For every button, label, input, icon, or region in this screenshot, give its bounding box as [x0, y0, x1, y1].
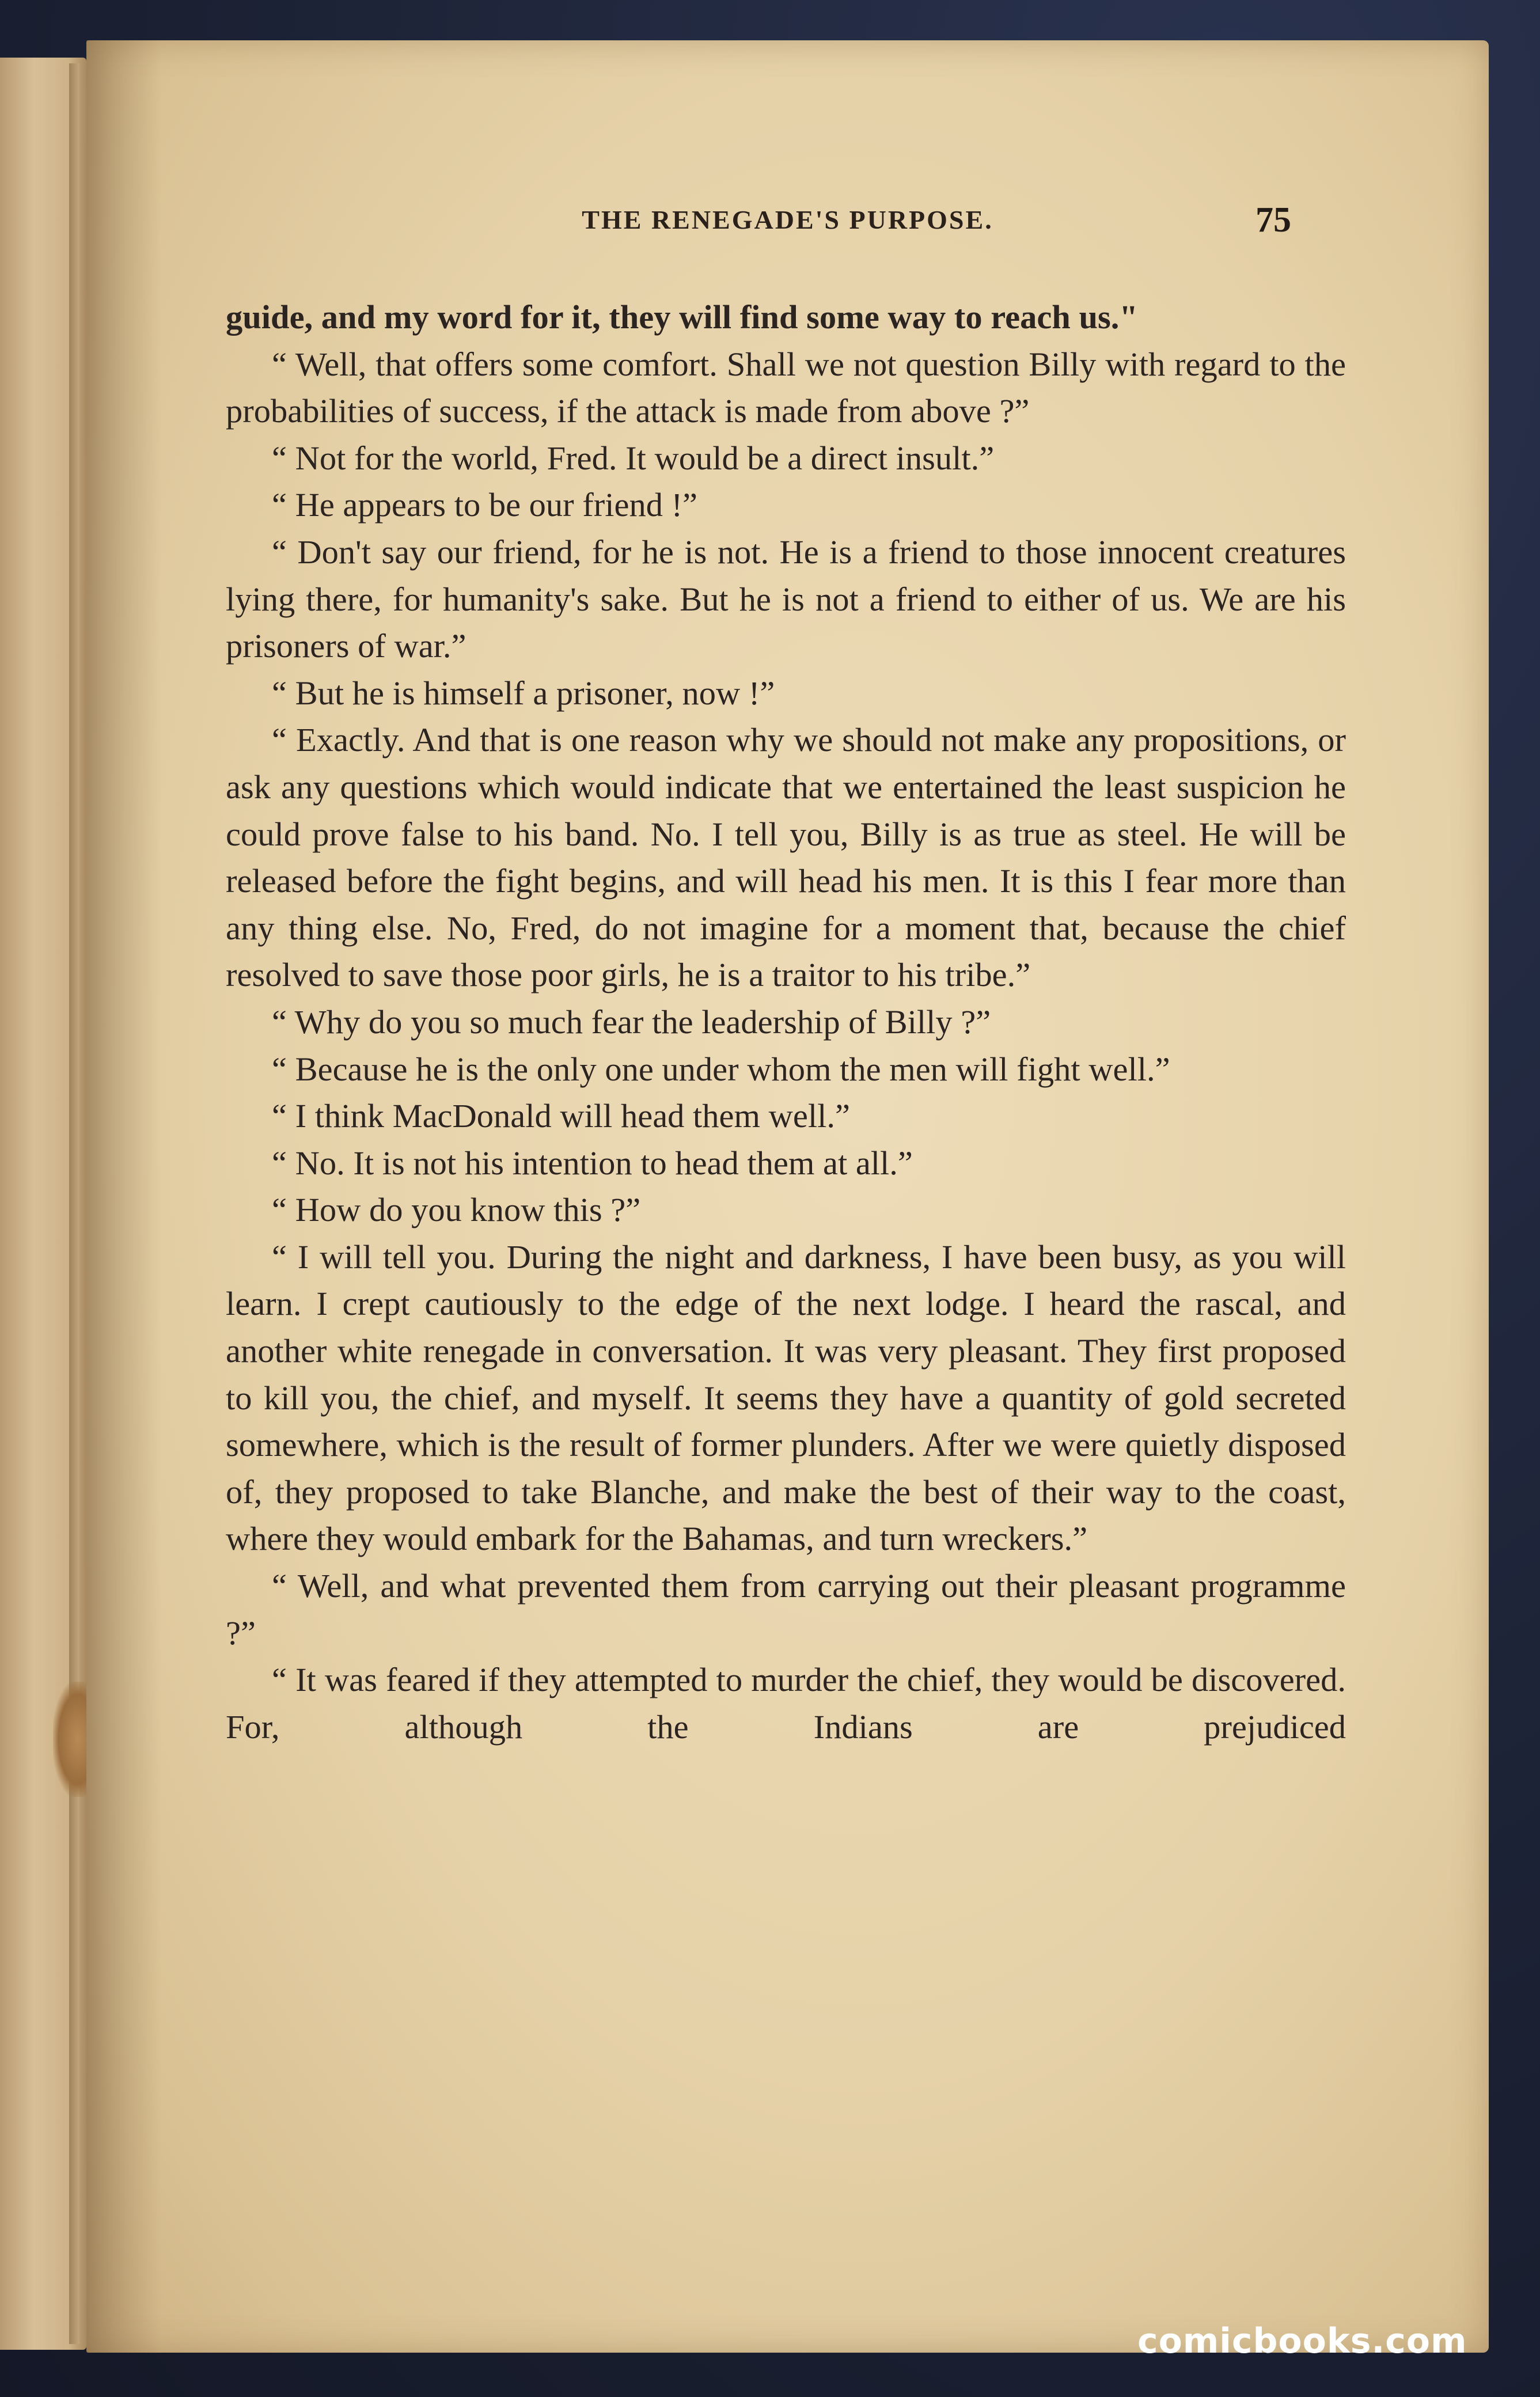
paragraph: “ Because he is the only one under whom the men will fight well.”	[272, 1050, 1170, 1088]
body-text	[226, 294, 1346, 1750]
paragraph: “ How do you know this ?”	[272, 1191, 641, 1229]
paragraph: “ Not for the world, Fred. It would be a direct insult.”	[272, 439, 995, 477]
paragraph: “ Well, and what prevented them from carrying out their pleasant programme ?”	[226, 1567, 1346, 1652]
paragraph: “ Don't say our friend, for he is not. He is a friend to those innocent creatures lying there, for humanity's sake. But he is not a friend to either of us. We are his prisoners of war.”	[226, 533, 1346, 665]
paragraph: “ I think MacDonald will head them well.”	[272, 1097, 850, 1135]
running-head	[86, 200, 1489, 251]
running-head-title: THE RENEGADE'S PURPOSE.	[582, 205, 993, 234]
paragraph: “ Why do you so much fear the leadership of Billy ?”	[272, 1003, 991, 1041]
page-number: 75	[1255, 200, 1291, 240]
paragraph: “ Exactly. And that is one reason why we should not make any propositions, or ask any questions which would indicate that we entertained the least suspicion he could prove false to his band. No. I tell you, Billy is as true as steel. He will be released before the fight begins, and will head his men. It is this I fear more than any thing else. No, Fred, do not imagine for a moment that, because the chief resolved to save those poor girls, he is a traitor to his tribe.”	[226, 721, 1346, 994]
gutter-shadow	[86, 40, 161, 2353]
paragraph: guide, and my word for it, they will find some way to reach us."	[226, 298, 1138, 336]
page-fold-shadow	[69, 63, 79, 2344]
paragraph: “ He appears to be our friend !”	[272, 486, 698, 524]
paragraph: “ No. It is not his intention to head them at all.”	[272, 1144, 913, 1182]
paragraph: “ Well, that offers some comfort. Shall we not question Billy with regard to the probabilities of success, if the attack is made from above ?”	[226, 345, 1346, 430]
site-watermark: comicbooks.com	[1137, 2321, 1467, 2361]
paragraph: “ I will tell you. During the night and darkness, I have been busy, as you will learn. I crept cautiously to the edge of the next lodge. I heard the rascal, and another white renegade in conversation. It was very pleasant. They first proposed to kill you, the chief, and myself. It seems they have a quantity of gold secreted somewhere, which is the result of former plunders. After we were quietly disposed of, they proposed to take Blanche, and make the best of their way to the coast, where they would embark for the Bahamas, and turn wreckers.”	[226, 1238, 1346, 1558]
paragraph: “ But he is himself a prisoner, now !”	[272, 674, 775, 712]
paragraph: “ It was feared if they attempted to murder the chief, they would be discovered. For, although the Indians are prejudiced	[226, 1661, 1346, 1746]
